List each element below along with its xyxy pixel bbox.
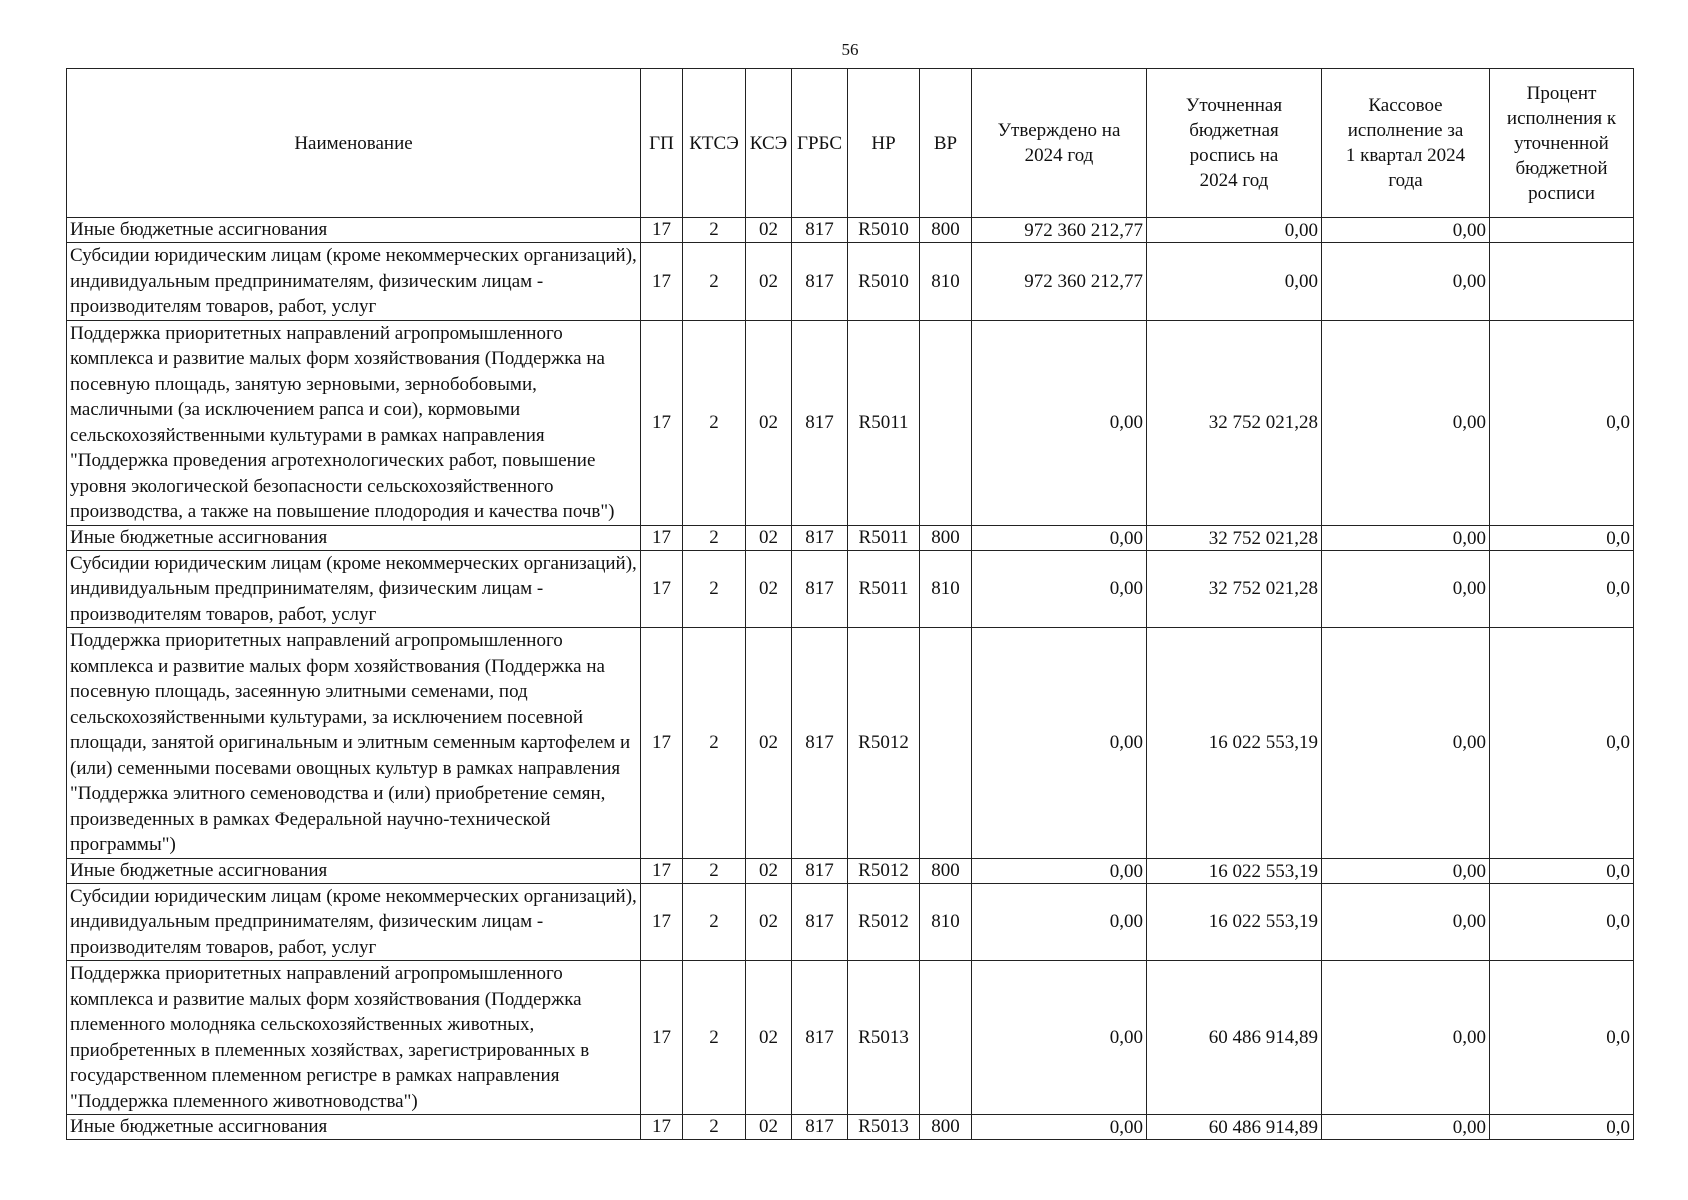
header-row (67, 69, 1634, 218)
cell-grbs: 817 (792, 243, 848, 321)
cell-vr: 810 (920, 883, 972, 961)
cell-kse: 02 (746, 243, 792, 321)
cell-name: Иные бюджетные ассигнования (67, 1115, 641, 1140)
cell-gp: 17 (641, 858, 683, 883)
table-row (67, 628, 1634, 859)
cell-grbs: 817 (792, 218, 848, 243)
cell-refined: 0,00 (1147, 218, 1322, 243)
cell-vr (920, 320, 972, 525)
cell-name: Субсидии юридическим лицам (кроме некоммерческих организаций), индивидуальным предпринимателям, физическим лицам - производителям товаров, работ, услуг (67, 883, 641, 961)
cell-grbs: 817 (792, 858, 848, 883)
cell-ktse: 2 (683, 320, 746, 525)
cell-nr: R5011 (848, 550, 920, 628)
cell-approved: 0,00 (972, 961, 1147, 1115)
col-header-approved (972, 69, 1147, 218)
cell-cash: 0,00 (1322, 1115, 1490, 1140)
table-row (67, 218, 1634, 243)
cell-nr: R5012 (848, 628, 920, 859)
cell-name: Иные бюджетные ассигнования (67, 858, 641, 883)
col-header-refined-text: Уточненная бюджетная роспись на 2024 год (1185, 95, 1283, 191)
cell-name: Поддержка приоритетных направлений агропромышленного комплекса и развитие малых форм хозяйствования (Поддержка на посевную площадь, засеянную элитными семенами, под сельскохозяйственными культурами, за исключением посевной площади, занятой оригинальным и элитным семенным картофелем и (или) семенными посевами овощных культур в рамках направления "Поддержка элитного семеноводства и (или) приобретение семян, произведенных в рамках Федеральной научно-технической программы") (67, 628, 641, 859)
col-header-grbs: ГРБС (792, 69, 848, 218)
table-row (67, 525, 1634, 550)
page-number: 56 (841, 40, 859, 59)
cell-refined: 32 752 021,28 (1147, 525, 1322, 550)
cell-vr: 800 (920, 1115, 972, 1140)
col-header-name: Наименование (67, 69, 641, 218)
cell-percent: 0,0 (1490, 320, 1634, 525)
table-row (67, 858, 1634, 883)
cell-gp: 17 (641, 628, 683, 859)
cell-ktse: 2 (683, 883, 746, 961)
cell-gp: 17 (641, 550, 683, 628)
table-row (67, 961, 1634, 1115)
cell-name: Субсидии юридическим лицам (кроме некоммерческих организаций), индивидуальным предпринимателям, физическим лицам - производителям товаров, работ, услуг (67, 243, 641, 321)
cell-gp: 17 (641, 320, 683, 525)
cell-refined: 0,00 (1147, 243, 1322, 321)
cell-ktse: 2 (683, 525, 746, 550)
cell-nr: R5010 (848, 218, 920, 243)
cell-refined: 60 486 914,89 (1147, 961, 1322, 1115)
cell-grbs: 817 (792, 961, 848, 1115)
cell-nr: R5013 (848, 1115, 920, 1140)
cell-cash: 0,00 (1322, 961, 1490, 1115)
cell-kse: 02 (746, 1115, 792, 1140)
cell-approved: 0,00 (972, 1115, 1147, 1140)
col-header-vr: ВР (920, 69, 972, 218)
table-row (67, 550, 1634, 628)
col-header-refined (1147, 69, 1322, 218)
cell-percent: 0,0 (1490, 883, 1634, 961)
cell-cash: 0,00 (1322, 550, 1490, 628)
cell-gp: 17 (641, 961, 683, 1115)
cell-vr: 800 (920, 525, 972, 550)
cell-refined: 16 022 553,19 (1147, 858, 1322, 883)
cell-gp: 17 (641, 218, 683, 243)
cell-percent: 0,0 (1490, 525, 1634, 550)
table-row (67, 243, 1634, 321)
cell-nr: R5011 (848, 525, 920, 550)
cell-name: Иные бюджетные ассигнования (67, 525, 641, 550)
cell-approved: 0,00 (972, 858, 1147, 883)
cell-cash: 0,00 (1322, 883, 1490, 961)
cell-percent: 0,0 (1490, 1115, 1634, 1140)
cell-gp: 17 (641, 883, 683, 961)
col-header-gp: ГП (641, 69, 683, 218)
cell-ktse: 2 (683, 218, 746, 243)
cell-ktse: 2 (683, 1115, 746, 1140)
col-header-approved-text: Утверждено на 2024 год (997, 120, 1121, 166)
cell-cash: 0,00 (1322, 628, 1490, 859)
cell-nr: R5012 (848, 883, 920, 961)
cell-name: Иные бюджетные ассигнования (67, 218, 641, 243)
col-header-cash (1322, 69, 1490, 218)
cell-vr: 810 (920, 243, 972, 321)
cell-percent (1490, 218, 1634, 243)
cell-refined: 60 486 914,89 (1147, 1115, 1322, 1140)
cell-kse: 02 (746, 883, 792, 961)
cell-percent (1490, 243, 1634, 321)
cell-grbs: 817 (792, 628, 848, 859)
cell-vr (920, 961, 972, 1115)
cell-cash: 0,00 (1322, 320, 1490, 525)
cell-vr: 810 (920, 550, 972, 628)
cell-kse: 02 (746, 218, 792, 243)
cell-grbs: 817 (792, 883, 848, 961)
cell-name: Субсидии юридическим лицам (кроме некоммерческих организаций), индивидуальным предпринимателям, физическим лицам - производителям товаров, работ, услуг (67, 550, 641, 628)
cell-approved: 0,00 (972, 320, 1147, 525)
cell-gp: 17 (641, 243, 683, 321)
cell-refined: 32 752 021,28 (1147, 550, 1322, 628)
cell-approved: 972 360 212,77 (972, 243, 1147, 321)
cell-approved: 0,00 (972, 525, 1147, 550)
cell-grbs: 817 (792, 525, 848, 550)
cell-percent: 0,0 (1490, 858, 1634, 883)
cell-kse: 02 (746, 525, 792, 550)
col-header-percent-text: Процент исполнения к уточненной бюджетной росписи (1506, 82, 1617, 204)
cell-kse: 02 (746, 628, 792, 859)
cell-refined: 32 752 021,28 (1147, 320, 1322, 525)
col-header-nr: НР (848, 69, 920, 218)
cell-name: Поддержка приоритетных направлений агропромышленного комплекса и развитие малых форм хозяйствования (Поддержка племенного молодняка сельскохозяйственных животных, приобретенных в племенных хозяйствах, зарегистрированных в государственном племенном регистре в рамках направления "Поддержка племенного животноводства") (67, 961, 641, 1115)
col-header-cash-text: Кассовое исполнение за 1 квартал 2024 года (1345, 95, 1466, 191)
col-header-percent (1490, 69, 1634, 218)
cell-nr: R5013 (848, 961, 920, 1115)
cell-vr: 800 (920, 218, 972, 243)
cell-cash: 0,00 (1322, 243, 1490, 321)
cell-name: Поддержка приоритетных направлений агропромышленного комплекса и развитие малых форм хозяйствования (Поддержка на посевную площадь, занятую зерновыми, зернобобовыми, масличными (за исключением рапса и сои), кормовыми сельскохозяйственными культурами в рамках направления "Поддержка проведения агротехнологических работ, повышение уровня экологической безопасности сельскохозяйственного производства, а также на повышение плодородия и качества почв") (67, 320, 641, 525)
cell-refined: 16 022 553,19 (1147, 628, 1322, 859)
table-row (67, 883, 1634, 961)
cell-ktse: 2 (683, 628, 746, 859)
cell-kse: 02 (746, 550, 792, 628)
cell-cash: 0,00 (1322, 218, 1490, 243)
table-row (67, 1115, 1634, 1140)
cell-kse: 02 (746, 320, 792, 525)
cell-vr: 800 (920, 858, 972, 883)
cell-approved: 972 360 212,77 (972, 218, 1147, 243)
cell-vr (920, 628, 972, 859)
cell-grbs: 817 (792, 1115, 848, 1140)
cell-kse: 02 (746, 961, 792, 1115)
cell-percent: 0,0 (1490, 550, 1634, 628)
cell-ktse: 2 (683, 550, 746, 628)
cell-nr: R5010 (848, 243, 920, 321)
cell-grbs: 817 (792, 550, 848, 628)
cell-ktse: 2 (683, 858, 746, 883)
cell-kse: 02 (746, 858, 792, 883)
col-header-ktse: КТСЭ (683, 69, 746, 218)
cell-percent: 0,0 (1490, 628, 1634, 859)
cell-approved: 0,00 (972, 883, 1147, 961)
cell-approved: 0,00 (972, 550, 1147, 628)
cell-grbs: 817 (792, 320, 848, 525)
budget-table (66, 68, 1634, 1140)
cell-gp: 17 (641, 525, 683, 550)
cell-approved: 0,00 (972, 628, 1147, 859)
cell-percent: 0,0 (1490, 961, 1634, 1115)
table-row (67, 320, 1634, 525)
cell-cash: 0,00 (1322, 525, 1490, 550)
cell-ktse: 2 (683, 243, 746, 321)
col-header-kse: КСЭ (746, 69, 792, 218)
cell-refined: 16 022 553,19 (1147, 883, 1322, 961)
cell-ktse: 2 (683, 961, 746, 1115)
cell-nr: R5012 (848, 858, 920, 883)
cell-nr: R5011 (848, 320, 920, 525)
cell-cash: 0,00 (1322, 858, 1490, 883)
cell-gp: 17 (641, 1115, 683, 1140)
